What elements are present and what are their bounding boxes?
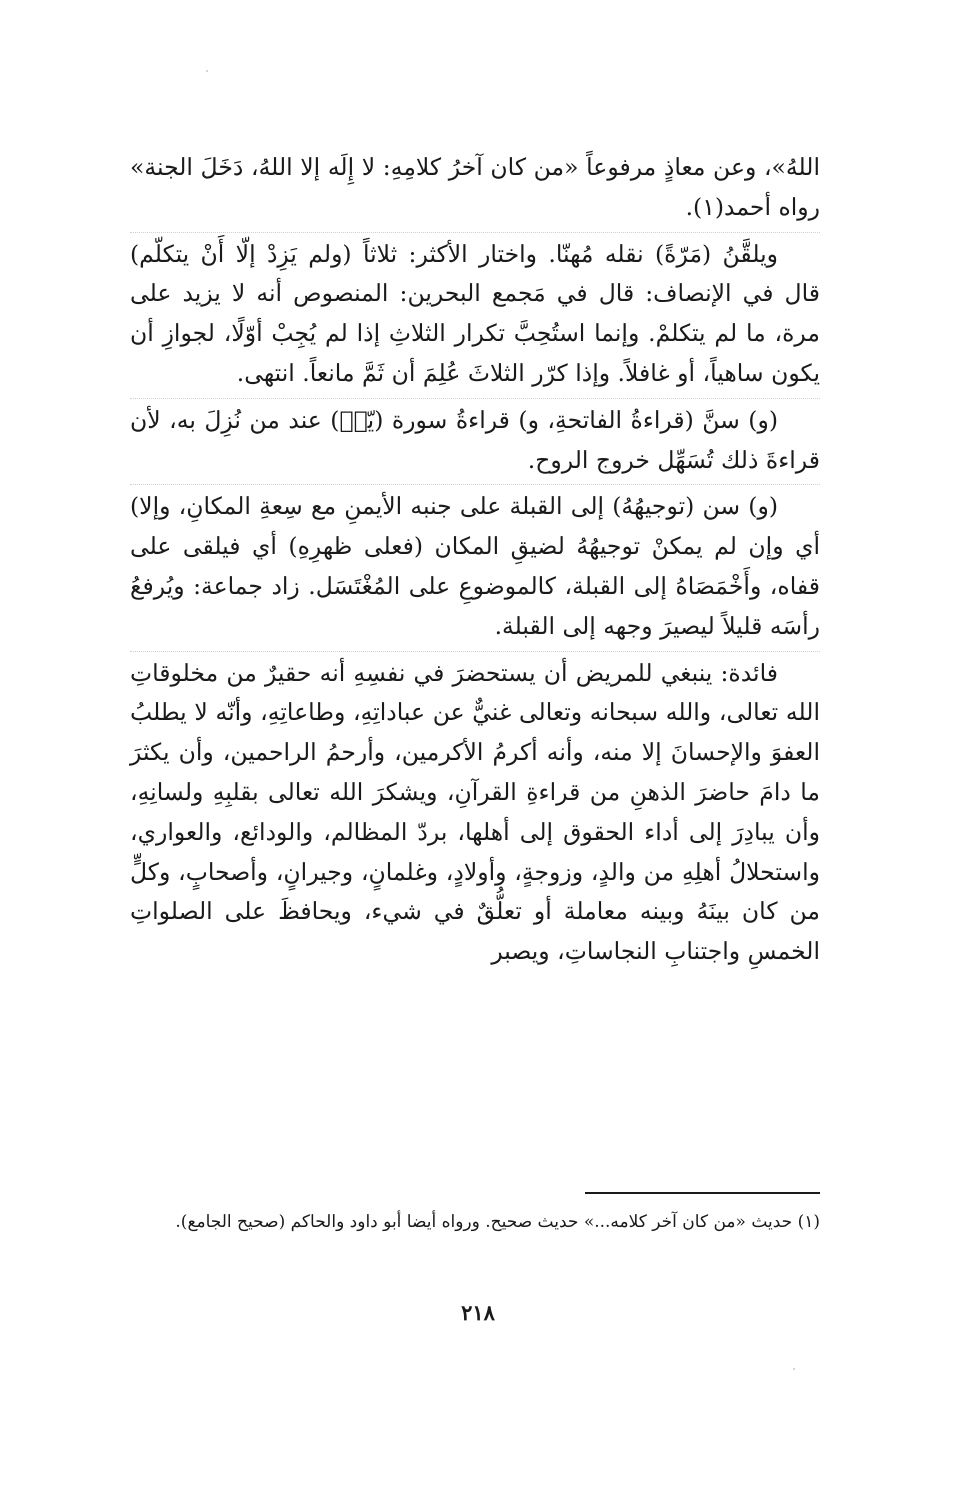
paragraph-orientation: (و) سن (توجيهُهُ) إلى القبلة على جنبه الأيمنِ مع سِعةِ المكانِ، وإلا) أي وإن لم يمكنْ توجيهُهُ لضيقِ المكان (فعلى ظهرِهِ) أي فيلقى على قفاه، وأَخْمَصَاهُ إلى القبلة، كالموضوعِ على المُغْتَسَل. زاد جماعة: ويُرفعُ رأسَه قليلاً ليصيرَ وجهه إلى القبلة. — [130, 484, 820, 646]
footnote-divider — [585, 1192, 820, 1194]
footnote: (١) حديث «من كان آخر كلامه...» حديث صحيح. ورواه أيضا أبو داود والحاكم (صحيح الجامع). — [175, 1212, 820, 1232]
paragraph-recitation: (و) سنَّ (قراءةُ الفاتحةِ، و) قراءةُ سورة (يّسۤ) عند من نُزِلَ به، لأن قراءةَ ذلك تُسَهِّل خروج الروح. — [130, 398, 820, 481]
paragraph-talqin: ويلقَّنُ (مَرّةً) نقله مُهنّا. واختار الأكثر: ثلاثاً (ولم يَزِدْ إلّا أَنْ يتكلّم) قال في الإنصاف: قال في مَجمع البحرين: المنصوص أنه لا يزيد على مرة، ما لم يتكلمْ. وإنما استُحِبَّ تكرار الثلاثِ إذا لم يُجِبْ أوّلًا، لجوازِ أن يكون ساهياً، أو غافلاً. وإذا كرّر الثلاثَ عُلِمَ أن ثَمَّ مانعاً. انتهى. — [130, 232, 820, 394]
page-number: ٢١٨ — [461, 1300, 495, 1325]
paragraph-benefit: فائدة: ينبغي للمريض أن يستحضرَ في نفسِهِ أنه حقيرٌ من مخلوقاتِ الله تعالى، والله سبحانه وتعالى غنيٌّ عن عباداتِهِ، وطاعاتِهِ، وأنّه لا يطلبُ العفوَ والإحسانَ إلا منه، وأنه أكرمُ الأكرمين، وأرحمُ الراحمين، وأن يكثرَ ما دامَ حاضرَ الذهنِ من قراءةِ القرآنِ، ويشكرَ الله تعالى بقلبِهِ ولسانِهِ، وأن يبادِرَ إلى أداء الحقوق إلى أهلها، بردّ المظالم، والودائع، والعواري، واستحلالُ أهلِهِ من والدٍ، وزوجةٍ، وأولادٍ، وغلمانٍ، وجيرانٍ، وأصحابٍ، وكلٍّ من كان بينَهُ وبينه معاملة أو تعلُّقٌ في شيء، ويحافظَ على الصلواتِ الخمسِ واجتنابِ النجاساتِ، ويصبر — [130, 651, 820, 972]
scan-speck — [206, 70, 208, 72]
main-text — [130, 148, 820, 972]
paragraph-hadith-continuation: اللهُ»، وعن معاذٍ مرفوعاً «من كان آخرُ كلامِهِ: لا إِلَه إلا اللهُ، دَخَلَ الجنة» رواه أحمد(١). — [130, 153, 820, 221]
scan-speck — [793, 1368, 795, 1370]
